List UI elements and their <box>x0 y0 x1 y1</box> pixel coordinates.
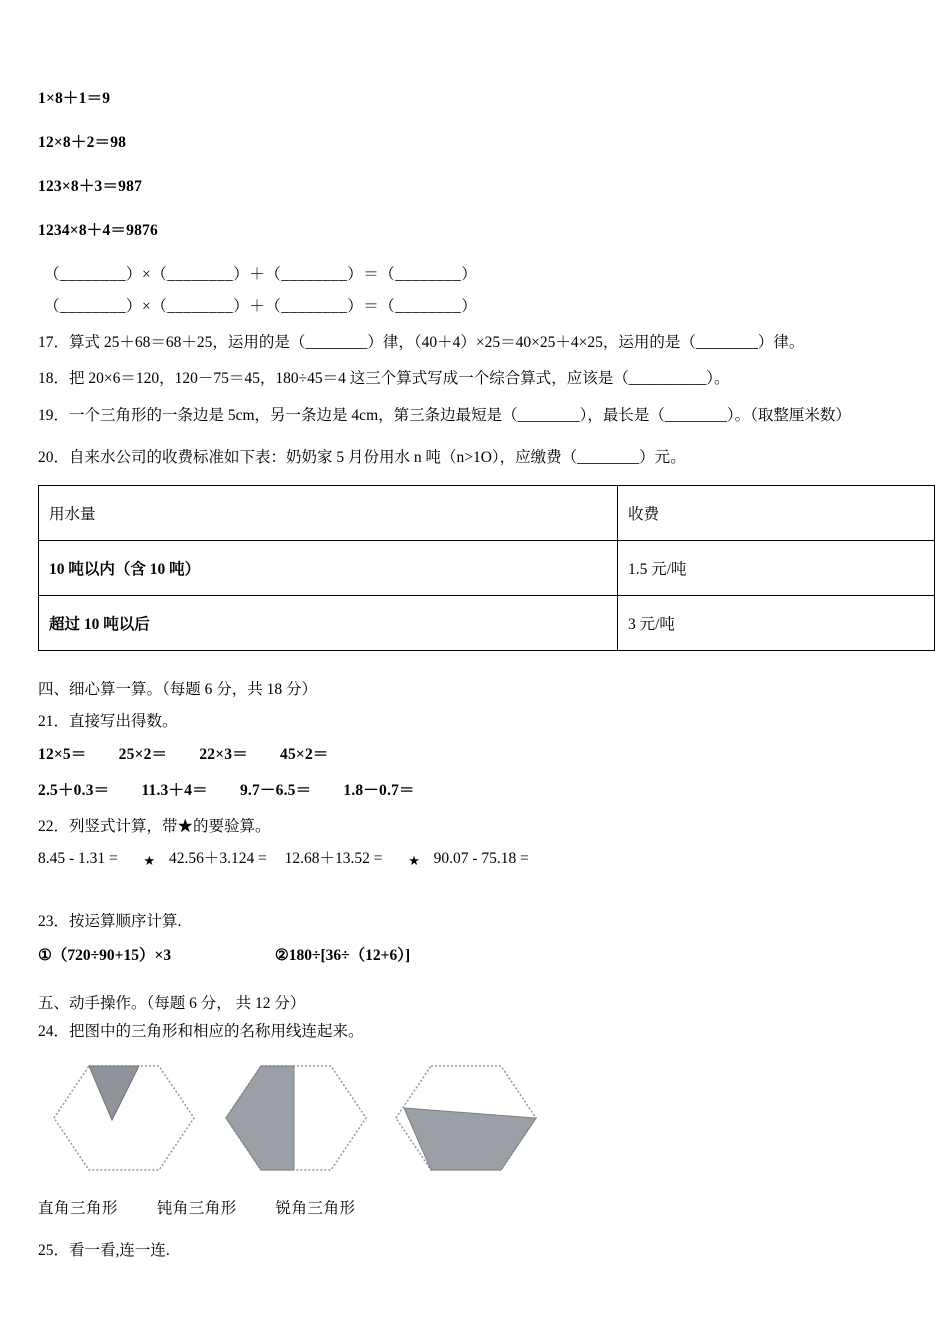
question-22: 22．列竖式计算，带★的要验算。 <box>38 817 271 835</box>
fee-table <box>38 485 935 651</box>
triangle-figures <box>38 1058 894 1188</box>
hexagon-figure-1 <box>44 1058 204 1178</box>
fee-row1-charge: 1.5 元/吨 <box>618 541 935 596</box>
question-17: 17．算式 25＋68＝68＋25，运用的是（________）律，（40＋4）×25＝40×25＋4×25，运用的是（________）律。 <box>38 334 805 351</box>
vertical-calc-2: 42.56＋3.124 = <box>168 850 267 868</box>
question-25: 25．看一看,连一连. <box>38 1241 170 1259</box>
order-calc-2: ②180÷[36÷（12+6）] <box>274 947 411 965</box>
question-18: 18．把 20×6＝120，120－75＝45，180÷45＝4 这三个算式写成一个综合算式，应该是（__________）。 <box>38 370 730 388</box>
vertical-calc-3: 12.68＋13.52 = <box>284 850 383 868</box>
hexagon-figure-3 <box>386 1058 546 1178</box>
fee-header-usage: 用水量 <box>39 486 618 541</box>
order-calc-row <box>38 943 894 965</box>
table-row <box>39 596 935 651</box>
pattern-blank-row-2: （________）×（________）＋（________）＝（________） <box>44 298 478 315</box>
oral-calc-8: 1.8－0.7＝ <box>343 781 415 799</box>
triangle-name-3: 锐角三角形 <box>275 1199 356 1217</box>
fee-row1-usage: 10 吨以内（含 10 吨） <box>39 541 618 596</box>
oral-calc-7: 9.7－6.5＝ <box>239 781 312 799</box>
vertical-calc-4: 90.07 - 75.18 = <box>433 850 529 868</box>
question-24: 24．把图中的三角形和相应的名称用线连起来。 <box>38 1023 364 1041</box>
oral-calc-5: 2.5＋0.3＝ <box>38 781 110 799</box>
section-four-title: 四、细心算一算。（每题 6 分，共 18 分） <box>38 681 318 699</box>
triangle-name-row <box>38 1196 894 1218</box>
question-21: 21．直接写出得数。 <box>38 713 178 731</box>
pattern-line-2: 12×8＋2＝98 <box>38 134 127 151</box>
question-23: 23．按运算顺序计算. <box>38 913 182 931</box>
pattern-line-3: 123×8＋3＝987 <box>38 178 143 195</box>
pattern-line-4: 1234×8＋4＝9876 <box>38 222 158 239</box>
table-row <box>39 486 935 541</box>
oral-calc-4: 45×2＝ <box>280 745 329 763</box>
oral-calc-6: 11.3＋4＝ <box>141 781 208 799</box>
triangle-name-2: 钝角三角形 <box>156 1199 237 1217</box>
pattern-line-1: 1×8＋1＝9 <box>38 90 111 107</box>
triangle-name-1: 直角三角形 <box>38 1199 119 1217</box>
oral-calc-2: 25×2＝ <box>118 745 168 763</box>
vertical-calc-1: 8.45 - 1.31 = <box>38 850 118 868</box>
question-20: 20．自来水公司的收费标准如下表：奶奶家 5 月份用水 n 吨（n>1O），应缴费（________）元。 <box>38 449 686 467</box>
oral-calc-1: 12×5＝ <box>38 745 87 763</box>
page-content <box>38 86 894 1260</box>
section-five-title: 五、动手操作。（每题 6 分， 共 12 分） <box>38 995 306 1013</box>
vertical-calc-row <box>38 846 894 869</box>
pattern-blank-row-1: （________）×（________）＋（________）＝（________） <box>44 266 478 283</box>
star-marker-2: ★ <box>408 853 420 869</box>
star-marker-1: ★ <box>143 853 156 869</box>
oral-calc-3: 22×3＝ <box>199 745 248 763</box>
oral-calc-row-1 <box>38 742 894 764</box>
oral-calc-row-2 <box>38 778 894 800</box>
fee-row2-charge: 3 元/吨 <box>618 596 935 651</box>
fee-row2-usage: 超过 10 吨以后 <box>39 596 618 651</box>
order-calc-1: ①（720÷90+15）×3 <box>38 947 172 965</box>
fee-header-charge: 收费 <box>618 486 935 541</box>
hexagon-figure-2 <box>216 1058 376 1178</box>
table-row <box>39 541 935 596</box>
question-19: 19．一个三角形的一条边是 5cm，另一条边是 4cm，第三条边最短是（________），最长是（________）。（取整厘米数） <box>38 406 851 424</box>
